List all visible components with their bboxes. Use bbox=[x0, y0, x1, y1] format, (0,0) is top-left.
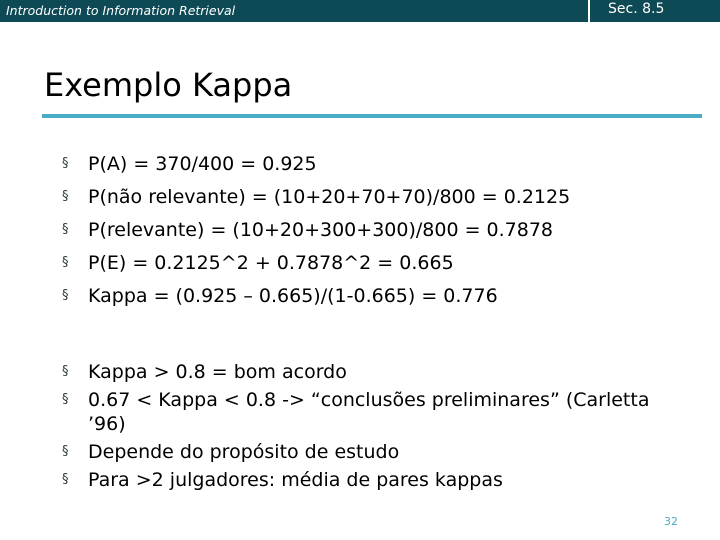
header-separator bbox=[588, 0, 590, 22]
list-item bbox=[62, 388, 662, 436]
list-item bbox=[62, 360, 662, 384]
list-item bbox=[62, 251, 662, 275]
bullet-icon: § bbox=[62, 255, 69, 270]
list-item bbox=[62, 185, 662, 209]
header-bar bbox=[0, 0, 720, 22]
list-item-text: P(A) = 370/400 = 0.925 bbox=[88, 153, 317, 175]
bullet-icon: § bbox=[62, 189, 69, 204]
bullet-icon: § bbox=[62, 364, 69, 379]
list-item bbox=[62, 284, 662, 308]
interpretation-list bbox=[62, 360, 662, 496]
title-underline bbox=[42, 114, 702, 118]
list-item bbox=[62, 440, 662, 464]
list-item bbox=[62, 152, 662, 176]
list-item-text: P(não relevante) = (10+20+70+70)/800 = 0.2125 bbox=[88, 186, 571, 208]
bullet-icon: § bbox=[62, 472, 69, 487]
slide-title: Exemplo Kappa bbox=[44, 66, 293, 104]
calculation-list bbox=[62, 152, 662, 317]
page-number: 32 bbox=[664, 515, 678, 528]
list-item bbox=[62, 218, 662, 242]
list-item-text: Kappa = (0.925 – 0.665)/(1-0.665) = 0.776 bbox=[88, 285, 498, 307]
bullet-icon: § bbox=[62, 156, 69, 171]
section-label: Sec. 8.5 bbox=[608, 1, 665, 17]
list-item-text: Kappa > 0.8 = bom acordo bbox=[88, 361, 347, 383]
course-title: Introduction to Information Retrieval bbox=[6, 3, 236, 18]
bullet-icon: § bbox=[62, 392, 69, 407]
list-item-text: Depende do propósito de estudo bbox=[88, 441, 400, 463]
bullet-icon: § bbox=[62, 222, 69, 237]
list-item-text: Para >2 julgadores: média de pares kappas bbox=[88, 469, 503, 491]
list-item-text: P(relevante) = (10+20+300+300)/800 = 0.7878 bbox=[88, 219, 554, 241]
bullet-icon: § bbox=[62, 288, 69, 303]
bullet-icon: § bbox=[62, 444, 69, 459]
list-item bbox=[62, 468, 662, 492]
list-item-text: 0.67 < Kappa < 0.8 -> “conclusões preliminares” (Carletta ’96) bbox=[88, 389, 650, 435]
list-item-text: P(E) = 0.2125^2 + 0.7878^2 = 0.665 bbox=[88, 252, 454, 274]
